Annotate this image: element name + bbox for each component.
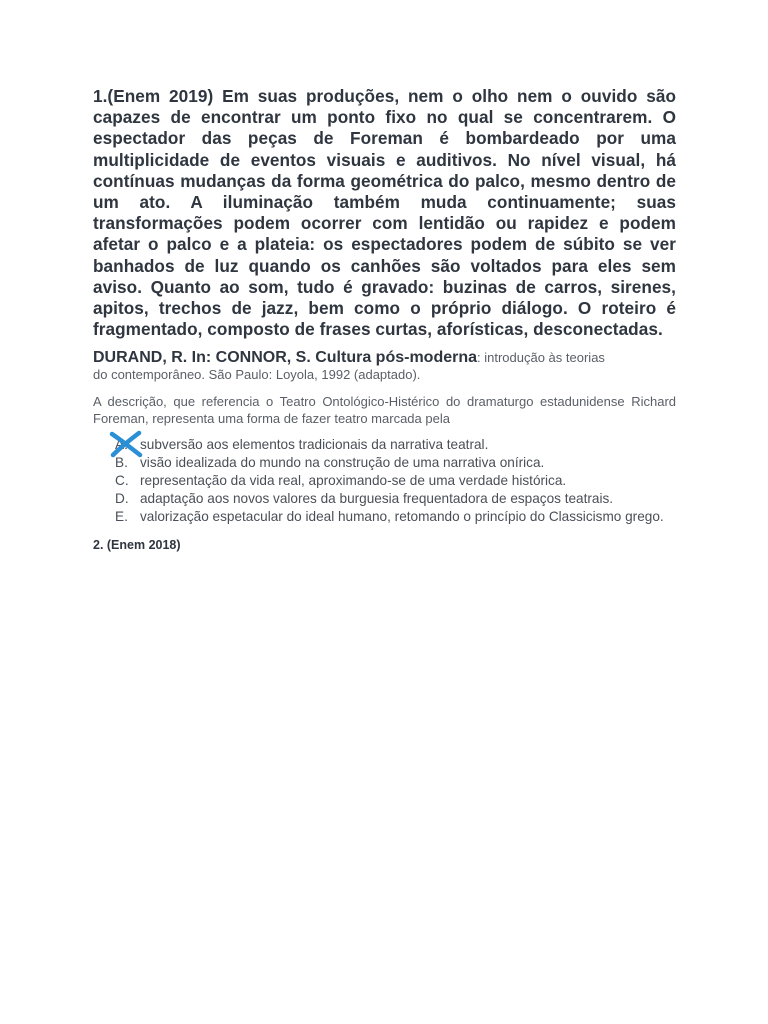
option-d [93,490,676,508]
options-list [93,436,676,526]
question-2-heading: 2. (Enem 2018) [93,538,181,553]
option-text: subversão aos elementos tradicionais da narrativa teatral. [140,437,489,453]
document-page [93,86,676,552]
citation-line-2: do contemporâneo. São Paulo: Loyola, 1992 (adaptado). [93,367,421,383]
option-c [93,472,676,490]
question-1-text: 1.(Enem 2019) Em suas produções, nem o olho nem o ouvido são capazes de encontrar um ponto fixo no qual se concentrarem. O espectador das peças de Foreman é bombardeado por uma multiplicidade de eventos visuais e auditivos. No nível visual, há contínuas mudanças da forma geométrica do palco, mesmo dentro de um ato. A iluminação também muda continuamente; suas transformações podem ocorrer com lentidão ou rapidez e podem afetar o palco e a plateia: os espectadores podem de súbito se ver banhados de luz quando os canhões são voltados para eles sem aviso. Quanto ao som, tudo é gravado: buzinas de carros, sirenes, apitos, trechos de jazz, bem como o próprio diálogo. O roteiro é fragmentado, composto de frases curtas, aforísticas, desconectadas. [93,86,676,340]
option-text: visão idealizada do mundo na construção de uma narrativa onírica. [140,455,545,471]
citation [93,349,676,383]
option-letter: B. [115,455,128,471]
option-letter: A. [115,437,128,453]
citation-rest: : introdução às teorias [477,350,605,366]
option-letter: C. [115,473,129,489]
option-letter: D. [115,491,129,507]
citation-author: DURAND, R. In: CONNOR, S. Cultura pós-moderna [93,349,478,367]
option-text: adaptação aos novos valores da burguesia frequentadora de espaços teatrais. [140,491,614,507]
option-text: valorização espetacular do ideal humano, retomando o princípio do Classicismo grego. [140,509,664,525]
option-e [93,508,676,526]
option-text: representação da vida real, aproximando-se de uma verdade histórica. [140,473,567,489]
option-b [93,454,676,472]
option-letter: E. [115,509,128,525]
option-a [93,436,676,454]
question-1-prompt: A descrição, que referencia o Teatro Ontológico-Histérico do dramaturgo estadunidense Richard Foreman, representa uma forma de fazer teatro marcada pela [93,394,676,427]
